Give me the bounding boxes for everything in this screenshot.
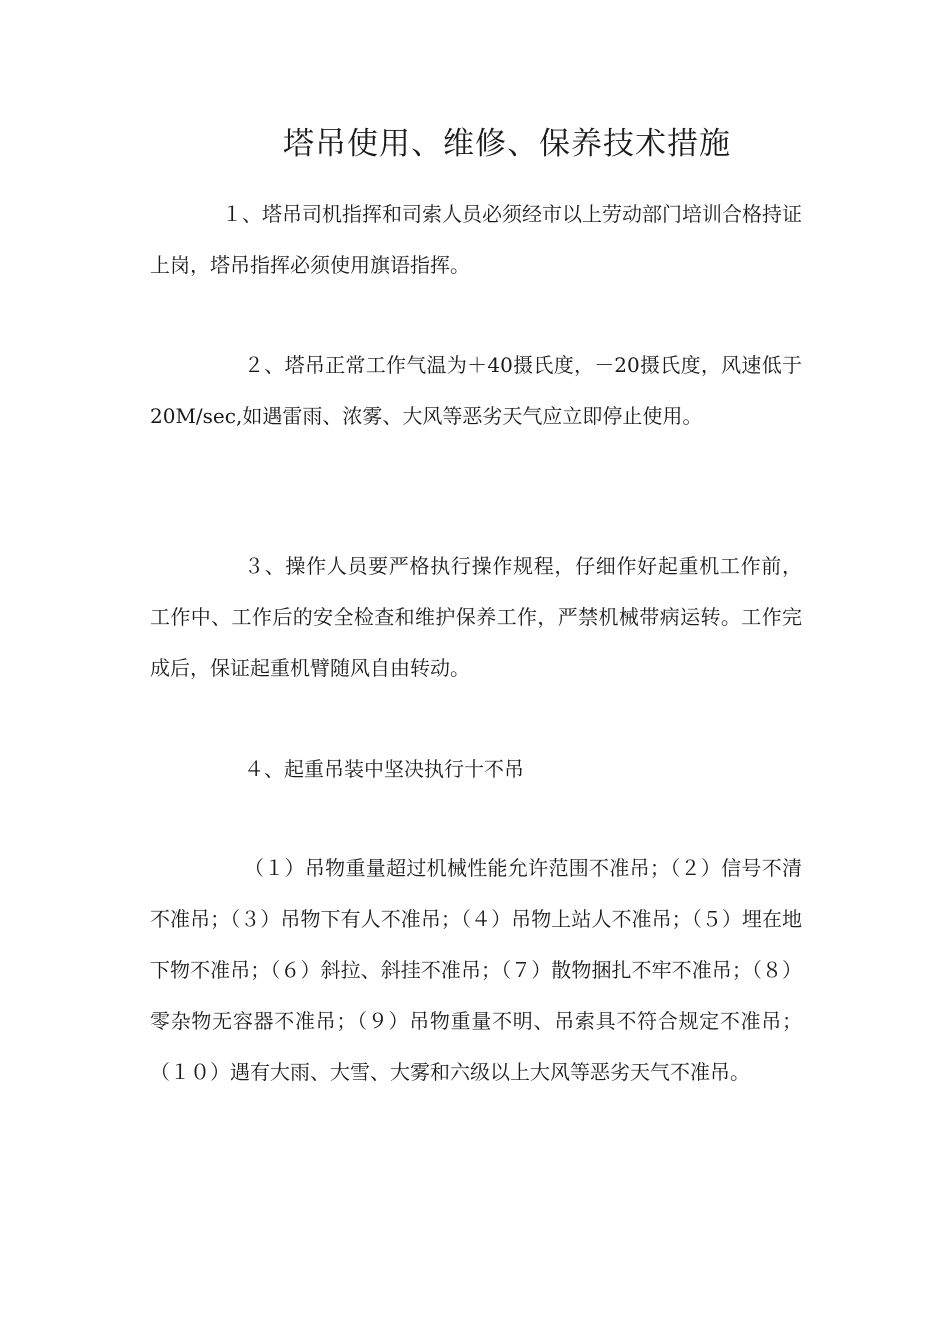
paragraph-5-ten-rules: （１）吊物重量超过机械性能允许范围不准吊；（２）信号不清不准吊；（３）吊物下有人不准吊；（４）吊物上站人不准吊；（５）埋在地下物不准吊；（６）斜拉、斜挂不准吊；（７）散物捆扎不牢不准吊；（８）零杂物无容器不准吊；（９）吊物重量不明、吊索具不符合规定不准吊；（１０）遇有大雨、大雪、大雾和六级以上大风等恶劣天气不准吊。 — [150, 856, 802, 1084]
document-title: 塔吊使用、维修、保养技术措施 — [283, 126, 731, 162]
paragraph-1: １、塔吊司机指挥和司索人员必须经市以上劳动部门培训合格持证上岗，塔吊指挥必须使用旗语指挥。 — [150, 202, 802, 277]
paragraph-2: ２、塔吊正常工作气温为＋40摄氏度，－20摄氏度，风速低于20M/sec,如遇雷雨、浓雾、大风等恶劣天气应立即停止使用。 — [150, 353, 802, 428]
paragraph-4: ４、起重吊装中坚决执行十不吊 — [244, 757, 524, 781]
paragraph-3: ３、操作人员要严格执行操作规程，仔细作好起重机工作前，工作中、工作后的安全检查和维护保养工作，严禁机械带病运转。工作完成后，保证起重机臂随风自由转动。 — [150, 554, 802, 680]
